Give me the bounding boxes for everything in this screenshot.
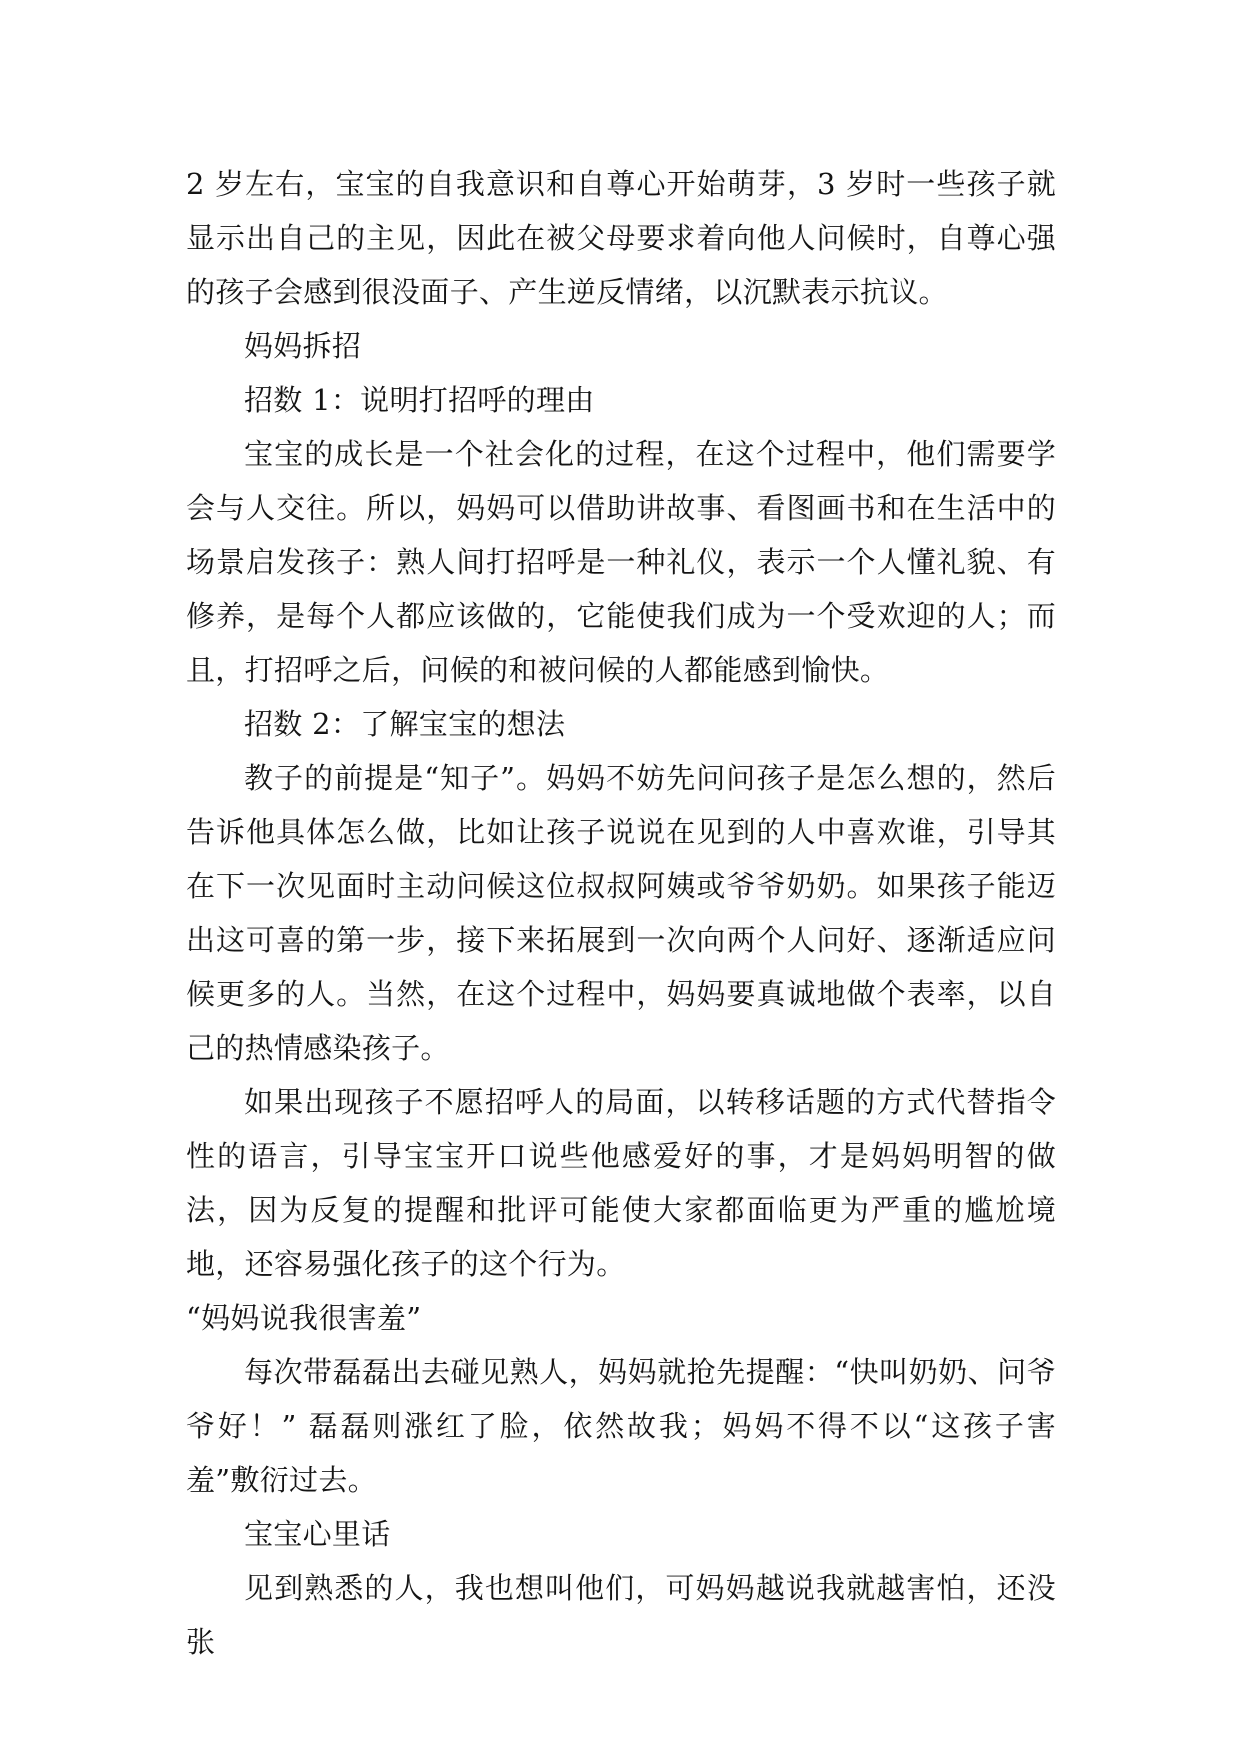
paragraph-leilei-story: 每次带磊磊出去碰见熟人，妈妈就抢先提醒：“快叫奶奶、问爷爷好！” 磊磊则涨红了脸，依然故我；妈妈不得不以“这孩子害羞”敷衍过去。	[186, 1355, 1056, 1497]
paragraph-tip-1: 宝宝的成长是一个社会化的过程，在这个过程中，他们需要学会与人交往。所以，妈妈可以借助讲故事、看图画书和在生活中的场景启发孩子：熟人间打招呼是一种礼仪，表示一个人懂礼貌、有修养，是每个人都应该做的，它能使我们成为一个受欢迎的人；而且，打招呼之后，问候的和被问候的人都能感到愉快。	[186, 437, 1056, 687]
tip-1-heading: 招数 1：说明打招呼的理由	[244, 383, 595, 417]
section-heading-baby-voice: 宝宝心里话	[244, 1517, 391, 1551]
section-heading-shy: “妈妈说我很害羞”	[186, 1301, 422, 1335]
paragraph-baby-voice: 见到熟悉的人，我也想叫他们，可妈妈越说我就越害怕，还没张	[186, 1571, 1056, 1659]
tip-2-heading: 招数 2：了解宝宝的想法	[244, 707, 566, 741]
paragraph-tip-2: 教子的前提是“知子”。妈妈不妨先问问孩子是怎么想的，然后告诉他具体怎么做，比如让孩子说说在见到的人中喜欢谁，引导其在下一次见面时主动问候这位叔叔阿姨或爷爷奶奶。如果孩子能迈出这可喜的第一步，接下来拓展到一次向两个人问好、逐渐适应问候更多的人。当然，在这个过程中，妈妈要真诚地做个表率，以自己的热情感染孩子。	[186, 761, 1056, 1065]
document-body	[186, 157, 1056, 1669]
paragraph-redirect: 如果出现孩子不愿招呼人的局面，以转移话题的方式代替指令性的语言，引导宝宝开口说些他感爱好的事，才是妈妈明智的做法，因为反复的提醒和批评可能使大家都面临更为严重的尴尬境地，还容易强化孩子的这个行为。	[186, 1085, 1056, 1281]
paragraph-intro: 2 岁左右，宝宝的自我意识和自尊心开始萌芽，3 岁时一些孩子就显示出自己的主见，因此在被父母要求着向他人问候时，自尊心强的孩子会感到很没面子、产生逆反情绪，以沉默表示抗议。	[186, 167, 1056, 309]
section-heading-mom-tips: 妈妈拆招	[244, 329, 362, 363]
